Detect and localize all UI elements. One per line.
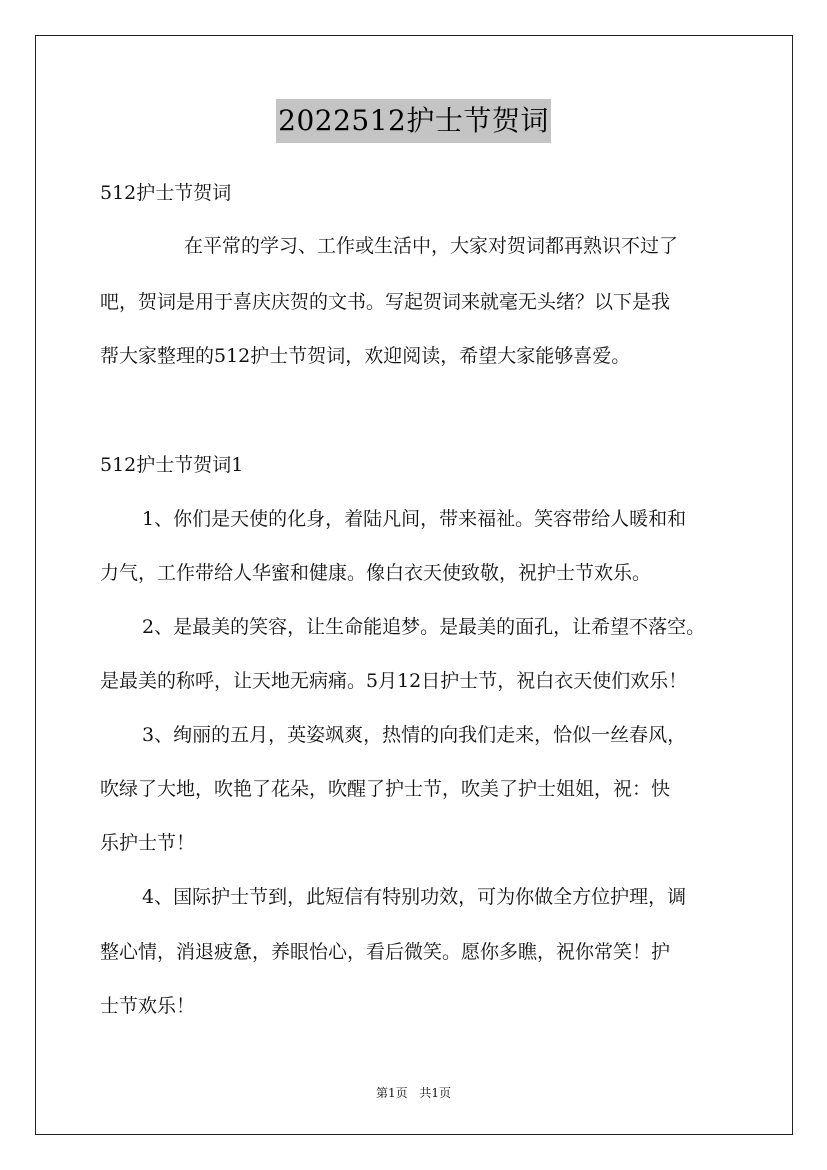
document-title: 2022512护士节贺词 <box>276 99 551 143</box>
intro-line-1: 在平常的学习、工作或生活中，大家对贺词都再熟识不过了 <box>184 235 679 257</box>
intro-line-2: 吧，贺词是用于喜庆庆贺的文书。写起贺词来就毫无头绪？以下是我 <box>100 291 671 313</box>
page-footer <box>0 1084 827 1101</box>
item-3-line-3: 乐护士节！ <box>100 832 196 854</box>
item-2-line-1: 2、是最美的笑容，让生命能追梦。是最美的面孔，让希望不落空。 <box>142 616 706 638</box>
item-4-line-2: 整心情，消退疲惫，养眼怡心，看后微笑。愿你多瞧，祝你常笑！护 <box>100 941 671 963</box>
item-3-line-2: 吹绿了大地，吹艳了花朵，吹醒了护士节，吹美了护士姐姐，祝：快 <box>100 778 671 800</box>
item-2-line-2: 是最美的称呼，让天地无病痛。5月12日护士节，祝白衣天使们欢乐！ <box>100 670 688 692</box>
subtitle: 512护士节贺词 <box>100 182 232 204</box>
item-4-line-1: 4、国际护士节到，此短信有特别功效，可为你做全方位护理，调 <box>142 886 687 908</box>
page-number: 第1页 <box>375 1086 408 1100</box>
intro-line-3: 帮大家整理的512护士节贺词，欢迎阅读，希望大家能够喜爱。 <box>100 345 631 367</box>
item-4-line-3: 士节欢乐！ <box>100 995 196 1017</box>
page-total: 共1页 <box>419 1086 452 1100</box>
title-wrap <box>0 99 827 143</box>
section-heading: 512护士节贺词1 <box>100 454 244 476</box>
item-1-line-2: 力气，工作带给人华蜜和健康。像白衣天使致敬，祝护士节欢乐。 <box>100 562 652 584</box>
item-3-line-1: 3、绚丽的五月，英姿飒爽，热情的向我们走来，恰似一丝春风， <box>142 724 687 746</box>
item-1-line-1: 1、你们是天使的化身，着陆凡间，带来福祉。笑容带给人暖和和 <box>142 508 687 530</box>
